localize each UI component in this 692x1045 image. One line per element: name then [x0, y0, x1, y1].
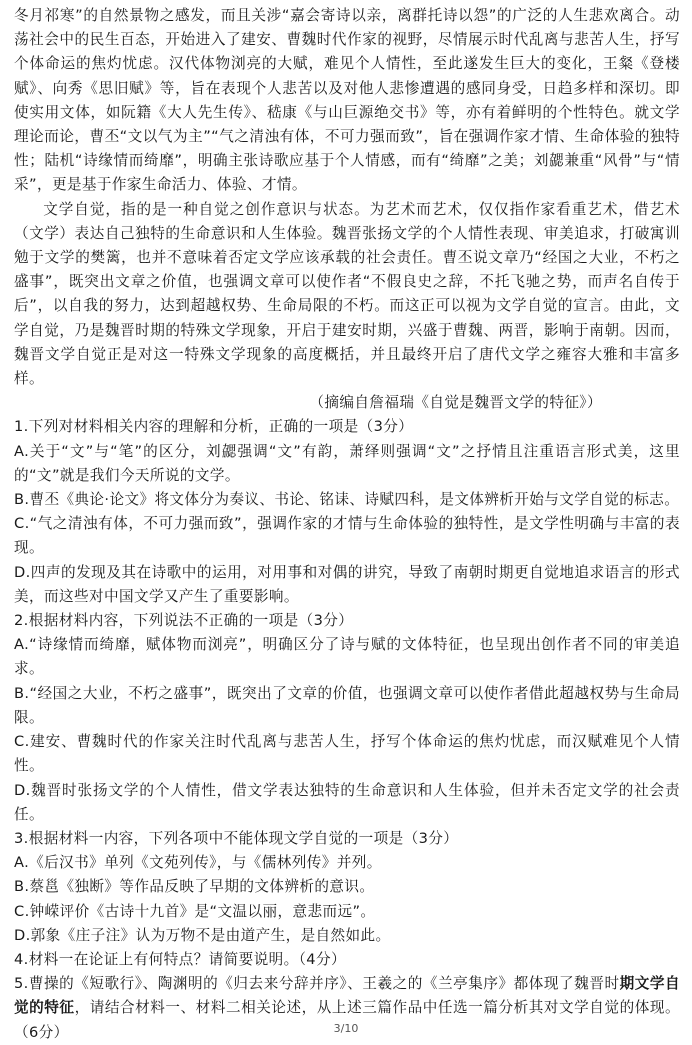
page-number: 3/10	[333, 1022, 359, 1035]
question-5-part-1: 5.曹操的《短歌行》、陶渊明的《归去来兮辞并序》、王羲之的《兰亭集序》都体现了魏晋时	[14, 975, 620, 993]
question-stem: 1.下列对材料相关内容的理解和分析，正确的一项是（3分）	[14, 418, 414, 436]
question-stem: 4.材料一在论证上有何特点？请简要说明。（4分）	[14, 950, 346, 968]
question-2	[14, 609, 680, 827]
passage-paragraph-1: 冬月祁寒”的自然景物之感发，而且关涉“嘉会寄诗以亲，离群托诗以怨”的广泛的人生悲欢离合。动荡社会中的民生百态，开始进入了建安、曹魏时代作家的视野，尽情展示时代乱离与悲苦人生，抒写个体命运的焦灼忧虑。汉代体物浏亮的大赋，难见个人情性，至此遂发生巨大的变化，王粲《登楼赋》、向秀《思旧赋》等，旨在表现个人悲苦以及对他人悲惨遭遇的感同身受，日趋多样和深切。即使实用文体，如阮籍《大人先生传》、嵇康《与山巨源绝交书》等，亦有着鲜明的个性特色。就文学理论而论，曹丕“文以气为主”“气之清浊有体，不可力强而致”，旨在强调作家才情、生命体验的独特性；陆机“诗缘情而绮靡”，明确主张诗歌应基于个人情感，而有“绮靡”之美；刘勰兼重“风骨”与“情采”，更是基于作家生命活力、体验、才情。	[14, 7, 680, 194]
passage-paragraph-2: 文学自觉，指的是一种自觉之创作意识与状态。为艺术而艺术，仅仅指作家看重艺术，借艺术（文学）表达自己独特的生命意识和人生体验。魏晋张扬文学的个人情性表现、审美追求，打破寓训勉于文学的樊篱，也并不意味着否定文学应该承载的社会责任。曹丕说文章乃“经国之大业，不朽之盛事”，既突出文章之价值，也强调文章可以使作者“不假良史之辞，不托飞驰之势，而声名自传于后”，以自我的努力，达到超越权势、生命局限的不朽。而这正可以视为文学自觉的宣言。由此，文学自觉，乃是魏晋时期的特殊文学现象，开启于建安时期，兴盛于曹魏、两晋，影响于南朝。因而，魏晋文学自觉正是对这一特殊文学现象的高度概括，并且最终开启了唐代文学之雍容大雅和丰富多样。	[14, 200, 680, 388]
question-option: B.“经国之大业，不朽之盛事”，既突出了文章的价值，也强调文章可以使作者借此超越权势与生命局限。	[14, 684, 680, 726]
question-option: D.四声的发现及其在诗歌中的运用，对用事和对偶的讲究，导致了南朝时期更自觉地追求语言的形式美，而这些对中国文学又产生了重要影响。	[14, 563, 680, 605]
question-option: A.“诗缘情而绮靡，赋体物而浏亮”，明确区分了诗与赋的文体特征，也呈现出创作者不同的审美追求。	[14, 636, 680, 678]
question-option: C.建安、曹魏时代的作家关注时代乱离与悲苦人生，抒写个体命运的焦灼忧虑，而汉赋难见个人情性。	[14, 733, 680, 775]
question-option: D.郭象《庄子注》认为万物不是由道产生，是自然如此。	[14, 926, 391, 944]
passage-citation: （摘编自詹福瑞《自觉是魏晋文学的特征》）	[309, 394, 602, 412]
question-option: A.《后汉书》单列《文苑列传》，与《儒林列传》并列。	[14, 854, 382, 872]
question-option: C.钟嵘评价《古诗十九首》是“文温以丽，意悲而远”。	[14, 902, 376, 920]
question-option: D.魏晋时张扬文学的个人情性，借文学表达独特的生命意识和人生体验，但并未否定文学的社会责任。	[14, 781, 680, 823]
question-5-part-2: ，请结合材料一、材料二相关论述，从上述三篇作品中任选一篇分析其对文学自觉的体现。（6分）	[14, 999, 680, 1041]
question-option: B.曹丕《典论·论文》将文体分为奏议、书论、铭诔、诗赋四科，是文体辨析开始与文学自觉的标志。	[14, 491, 680, 509]
question-option: B.蔡邕《独断》等作品反映了早期的文体辨析的意识。	[14, 878, 375, 896]
question-5-emphasis: 期文学自觉的特征	[14, 975, 680, 1017]
question-4	[14, 948, 680, 972]
question-stem: 2.根据材料内容，下列说法不正确的一项是（3分）	[14, 612, 354, 630]
question-option: C.“气之清浊有体，不可力强而致”，强调作家的才情与生命体验的独特性，是文学性明确与丰富的表现。	[14, 515, 680, 557]
document-page	[14, 4, 680, 1045]
question-stem: 3.根据材料一内容，下列各项中不能体现文学自觉的一项是（3分）	[14, 829, 459, 847]
question-option: A.关于“文”与“笔”的区分，刘勰强调“文”有韵，萧绎则强调“文”之抒情且注重语言形式美，这里的“文”就是我们今天所说的文学。	[14, 442, 680, 484]
question-1	[14, 415, 680, 609]
question-3	[14, 827, 680, 948]
